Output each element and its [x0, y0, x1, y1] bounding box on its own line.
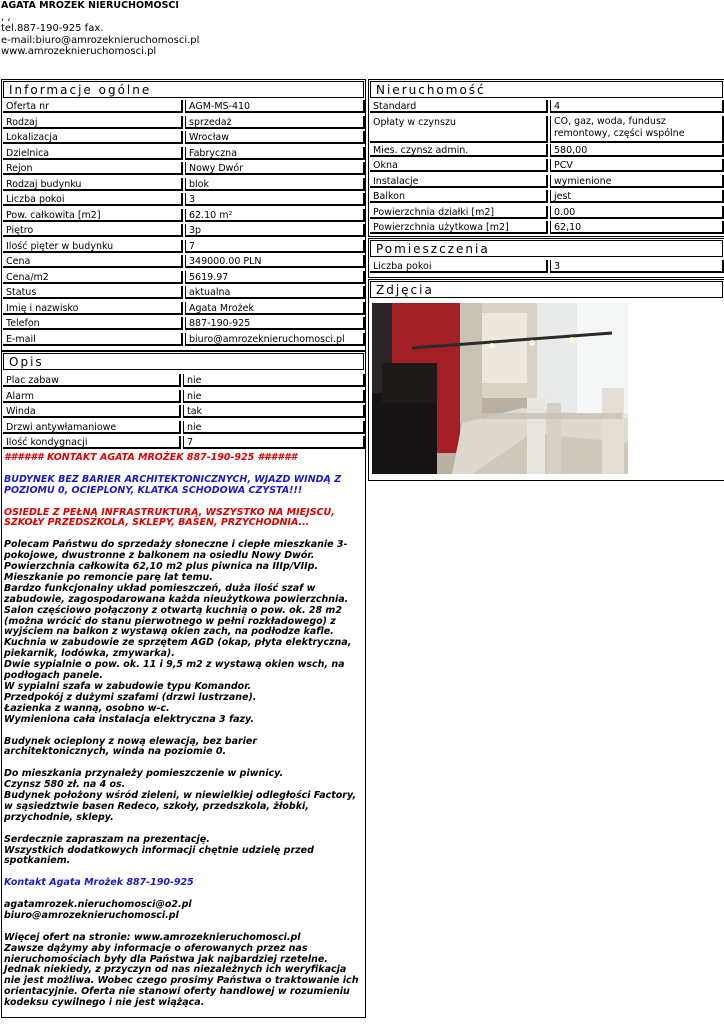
row-value: nie [183, 374, 365, 387]
address-line: , , [1, 11, 11, 23]
table-row [370, 206, 724, 219]
table-row [3, 421, 365, 434]
row-label: Powierzchnia działki [m2] [370, 206, 548, 219]
description-paragraph: Kontakt Agata Mrożek 887-190-925 [4, 877, 194, 889]
row-label: Oferta nr [3, 100, 183, 113]
table-row [3, 333, 365, 346]
row-value: 3p [185, 224, 365, 237]
table-row [370, 100, 724, 113]
row-label: Cena/m2 [3, 271, 183, 284]
table-row [3, 162, 365, 175]
row-label: Opłaty w czynszu [370, 116, 548, 143]
description-paragraph: OSIEDLE Z PEŁNĄ INFRASTRUKTURĄ, WSZYSTKO NA MIEJSCU, SZKOŁY PRZEDSZKOLA, SKLEPY, BASEN, PRZYCHODNIA... [4, 506, 335, 529]
general-info-title: Informacje ogólne [3, 81, 364, 98]
row-value: jest [550, 190, 724, 203]
description-paragraph: Do mieszkania przynależy pomieszczenie w piwnicy. [4, 768, 284, 780]
row-label: Pow. całkowita [m2] [3, 209, 183, 222]
description-paragraph: BUDYNEK BEZ BARIER ARCHITEKTONICZNYCH, WJAZD WINDĄ Z POZIOMU 0, OCIEPLONY, KLATKA SCHODOWA CZYSTA!!! [4, 473, 342, 496]
row-label: Rejon [3, 162, 183, 175]
rooms-section [368, 238, 724, 278]
rooms-title: Pomieszczenia [370, 240, 723, 257]
table-row [3, 286, 365, 299]
table-row [3, 255, 365, 268]
row-value: Nowy Dwór [185, 162, 365, 175]
description-text [4, 453, 362, 1009]
row-value: sprzedaż [185, 116, 365, 129]
row-value: nie [183, 421, 365, 434]
description-paragraph: Czynsz 580 zł. na 4 os. [4, 779, 126, 791]
row-value: blok [185, 178, 365, 191]
table-row [3, 374, 365, 387]
row-label: Status [3, 286, 183, 299]
row-label: Lokalizacja [3, 131, 183, 144]
paragraph-gap [4, 497, 362, 508]
table-row [3, 240, 365, 253]
apartment-photo[interactable] [372, 303, 628, 474]
table-row [3, 271, 365, 284]
row-label: Ilość kondygnacji [3, 436, 181, 449]
general-info-section [1, 79, 366, 351]
row-label: Balkon [370, 190, 548, 203]
row-value: 7 [183, 436, 365, 449]
row-label: Instalacje [370, 175, 548, 188]
row-label: E-mail [3, 333, 183, 346]
description-paragraph: Budynek położony wśród zieleni, w niewielkiej odległości Factory, w sąsiedztwie basen Redeco, szkoły, przedszkola, żłobki, przychodnie, sklepy. [4, 790, 357, 823]
row-value: Fabryczna [185, 147, 365, 160]
description-paragraph: Dwie sypialnie o pow. ok. 11 i 9,5 m2 z wystawą okien wsch, na podłogach panele. [4, 659, 345, 682]
row-label: Cena [3, 255, 183, 268]
row-value: nie [183, 390, 365, 403]
row-label: Rodzaj budynku [3, 178, 183, 191]
table-row [370, 221, 724, 234]
photos-title: Zdjęcia [370, 281, 723, 298]
table-row [370, 175, 724, 188]
row-value: Wrocław [185, 131, 365, 144]
row-label: Imię i nazwisko [3, 302, 183, 315]
website-line: www.amrozeknieruchomosci.pl [1, 46, 157, 57]
description-paragraph: Salon częściowo połączony z otwartą kuchnią o pow. ok. 28 m2 (można wrócić do stanu pierwotnego w pełni rozkładowego) z wyjściem na balkon z wystawą okien zach, na podłodze kafle. [4, 604, 342, 638]
description-paragraph: Mieszkanie po remoncie parę lat temu. [4, 571, 213, 583]
table-row [3, 390, 365, 403]
table-row [370, 144, 724, 157]
email-line: e-mail:biuro@amrozeknieruchomosci.pl [1, 34, 200, 46]
row-value: 0.00 [550, 206, 724, 219]
row-label: Liczba pokoi [370, 260, 548, 273]
description-paragraph: agatamrozek.nieruchomosci@o2.pl [4, 899, 192, 911]
description-paragraph: Łazienka z wanną, osobno w-c. [4, 702, 170, 714]
description-paragraph: Wymieniona cała instalacja elektryczna 3 fazy. [4, 713, 254, 725]
description-paragraph: Kuchnia w zabudowie ze sprzętem AGD (okap, płyta elektryczna, piekarnik, lodówka, zmywarka). [4, 637, 352, 660]
row-label: Piętro [3, 224, 183, 237]
row-value: 3 [550, 260, 724, 273]
agency-header [1, 0, 199, 58]
table-row [3, 302, 365, 315]
row-label: Mies. czynsz admin. [370, 144, 548, 157]
table-row [3, 193, 365, 206]
row-label: Powierzchnia użytkowa [m2] [370, 221, 548, 234]
row-value-line: remontowy, części wspólne [554, 127, 685, 139]
property-title: Nieruchomość [370, 81, 723, 98]
table-row [370, 159, 724, 172]
row-value-line: CO, gaz, woda, fundusz [554, 115, 666, 127]
row-label: Alarm [3, 390, 181, 403]
row-value: PCV [550, 159, 724, 172]
description-paragraph: Serdecznie zapraszam na prezentację. [4, 833, 210, 845]
description-paragraph: W sypialni szafa w zabudowie typu Komandor. [4, 680, 252, 692]
row-value: AGM-MS-410 [185, 100, 365, 113]
row-label: Rodzaj [3, 116, 183, 129]
property-section [368, 79, 724, 237]
description-paragraph: biuro@amrozeknieruchomosci.pl [4, 909, 179, 921]
table-row [3, 209, 365, 222]
row-label: Drzwi antywłamaniowe [3, 421, 181, 434]
table-row [370, 190, 724, 203]
row-value: Agata Mrożek [185, 302, 365, 315]
row-value [550, 116, 724, 143]
description-paragraph: Więcej ofert na stronie: www.amrozeknieruchomosci.pl [4, 931, 301, 943]
table-row [3, 436, 365, 449]
table-row [3, 178, 365, 191]
table-row [3, 100, 365, 113]
row-value: 580,00 [550, 144, 724, 157]
table-row [3, 116, 365, 129]
row-value: 62,10 [550, 221, 724, 234]
description-paragraph: Bardzo funkcjonalny układ pomieszczeń, duża ilość szaf w zabudowie, zagospodarowana każda nieużytkowa powierzchnia. [4, 582, 349, 605]
row-value: 349000.00 PLN [185, 255, 365, 268]
row-label: Telefon [3, 317, 183, 330]
paragraph-gap [4, 824, 362, 835]
table-row [370, 116, 724, 143]
table-row [3, 317, 365, 330]
description-paragraph: Budynek ocieplony z nową elewacją, bez barier architektonicznych, winda na poziomie 0. [4, 735, 258, 758]
row-value: biuro@amrozeknieruchomosci.pl [185, 333, 365, 346]
row-label: Okna [370, 159, 548, 172]
description-paragraph: Zawsze dążymy aby informacje o oferowanych przez nas nieruchomościach były dla Państwa jak najbardziej rzetelne. Jednak niekiedy, z przyczyn od nas niezależnych ich weryfikacja nie jest możliwa. Wobec czego prosimy Państwa o traktowanie ich orientacyjnie. Oferta nie stanowi oferty handlowej w rozumieniu kodeksu cywilnego i nie jest wiążąca. [4, 942, 359, 1009]
row-label: Ilość pięter w budynku [3, 240, 183, 253]
agency-name: AGATA MROŻEK NIERUCHOMOŚCI [1, 0, 179, 11]
description-paragraph: Powierzchnia całkowita 62,10 m2 plus piwnica na IIIp/VIIp. [4, 561, 319, 573]
paragraph-gap [4, 726, 362, 737]
row-value: tak [183, 405, 365, 418]
row-value: 7 [185, 240, 365, 253]
table-row [3, 147, 365, 160]
row-value: wymienione [550, 175, 724, 188]
row-label: Plac zabaw [3, 374, 181, 387]
table-row [370, 260, 724, 273]
table-row [3, 405, 365, 418]
apartment-photo-image [372, 303, 628, 474]
table-row [3, 131, 365, 144]
row-label: Liczba pokoi [3, 193, 183, 206]
table-row [3, 224, 365, 237]
description-paragraph: ###### KONTAKT AGATA MROŻEK 887-190-925 ###### [4, 452, 298, 463]
description-title: Opis [3, 353, 364, 370]
row-value: 62.10 m² [185, 209, 365, 222]
row-label: Winda [3, 405, 181, 418]
row-value: 3 [185, 193, 365, 206]
row-value: 5619.97 [185, 271, 365, 284]
description-paragraph: Wszystkich dodatkowych informacji chętnie udzielę przed spotkaniem. [4, 844, 314, 867]
row-label: Standard [370, 100, 548, 113]
row-value: 887-190-925 [185, 317, 365, 330]
description-paragraph: Przedpokój z dużymi szafami (drzwi lustrzane). [4, 691, 257, 703]
description-paragraph: Polecam Państwu do sprzedaży słoneczne i ciepłe mieszkanie 3-pokojowe, dwustronne z balkonem na osiedlu Nowy Dwór. [4, 539, 348, 562]
row-value: 4 [550, 100, 724, 113]
row-label: Dzielnica [3, 147, 183, 160]
phone-fax-line: tel.887-190-925 fax. [1, 23, 104, 34]
row-value: aktualna [185, 286, 365, 299]
